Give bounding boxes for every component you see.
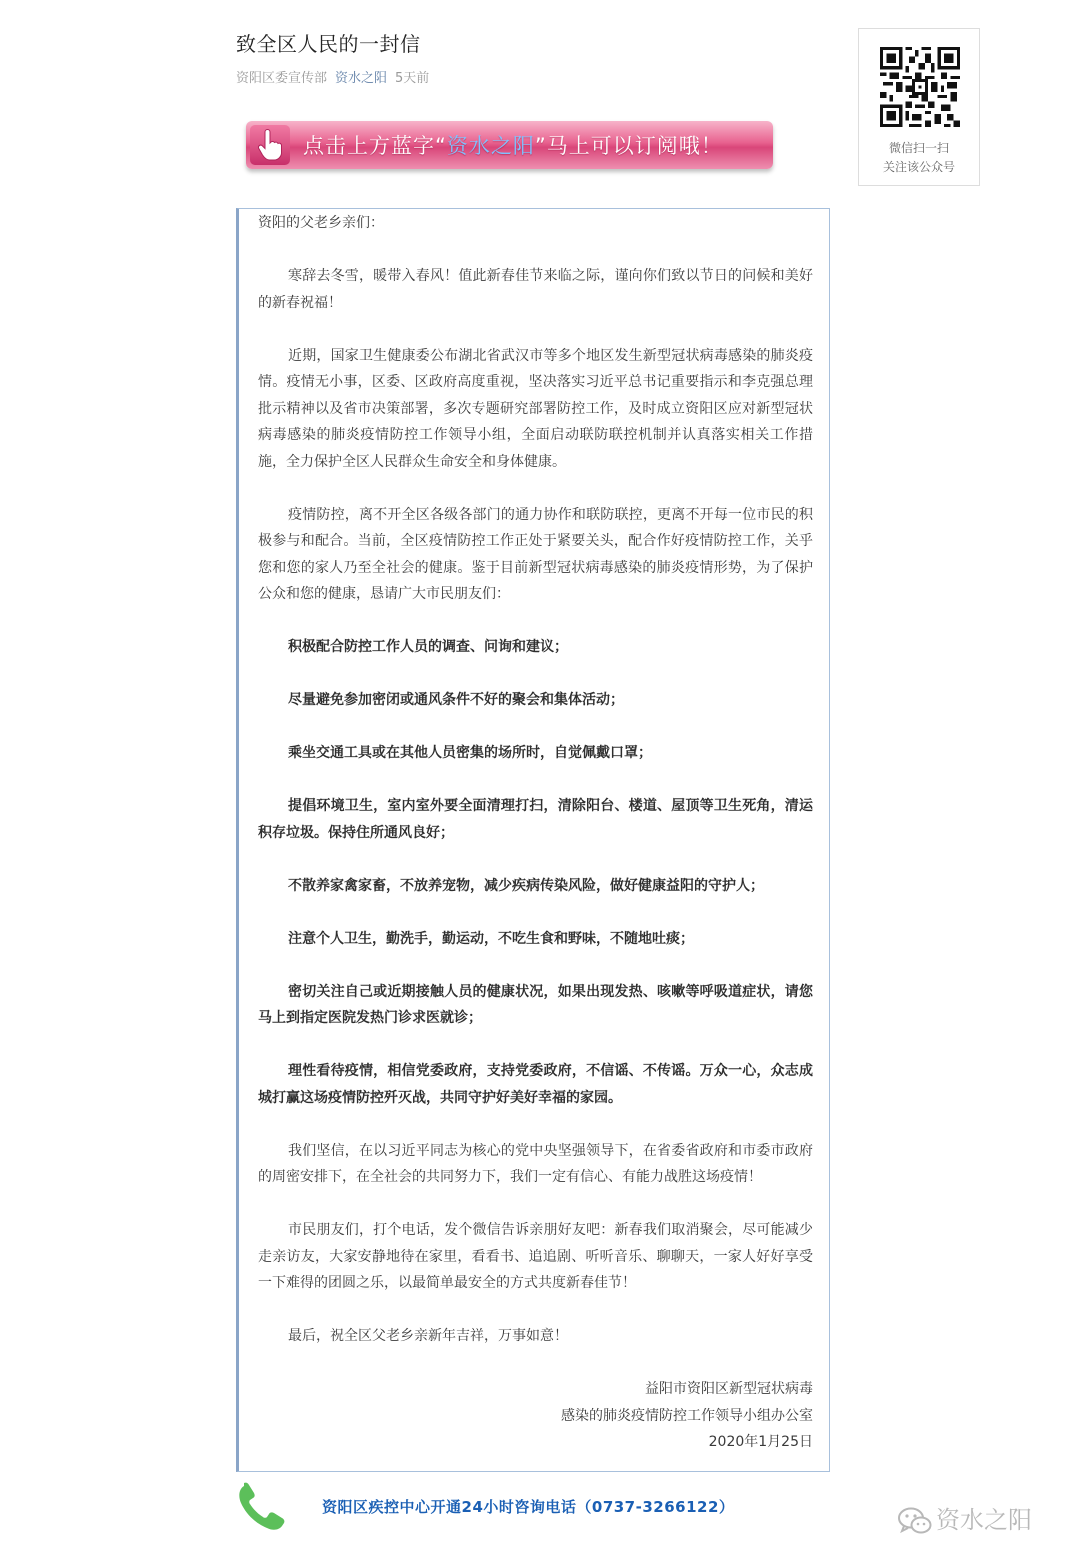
wechat-icon — [898, 1507, 932, 1535]
letter-request: 理性看待疫情，相信党委政府，支持党委政府，不信谣、不传谣。万众一心，众志成城打赢这场疫情防控歼灭战，共同守护好美好幸福的家园。 — [258, 1063, 813, 1106]
letter-paragraph: 寒辞去冬雪，暖带入春风！值此新春佳节来临之际，谨向你们致以节日的问候和美好的新春祝福！ — [258, 268, 813, 311]
letter-signature-line1: 益阳市资阳区新型冠状病毒 — [645, 1381, 813, 1397]
letter-body — [236, 208, 830, 1472]
letter-request: 提倡环境卫生，室内室外要全面清理打扫，清除阳台、楼道、屋顶等卫生死角，清运积存垃圾。保持住所通风良好； — [258, 798, 813, 841]
letter-request: 密切关注自己或近期接触人员的健康状况，如果出现发热、咳嗽等呼吸道症状，请您马上到指定医院发热门诊求医就诊； — [258, 983, 813, 1026]
watermark — [898, 1500, 1032, 1535]
letter-closing-paragraph: 市民朋友们，打个电话，发个微信告诉亲朋好友吧：新春我们取消聚会，尽可能减少走亲访友，大家安静地待在家里，看看书、追追剧、听听音乐、聊聊天，一家人好好享受一下难得的团圆之乐，以最简单最安全的方式共度新春佳节！ — [258, 1222, 813, 1291]
qr-code-icon — [880, 47, 960, 127]
letter-date: 2020年1月25日 — [708, 1434, 813, 1450]
letter-paragraph: 近期，国家卫生健康委公布湖北省武汉市等多个地区发生新型冠状病毒感染的肺炎疫情。疫情无小事，区委、区政府高度重视，坚决落实习近平总书记重要指示和李克强总理批示精神以及省市决策部署，多次专题研究部署防控工作，及时成立资阳区应对新型冠状病毒感染的肺炎疫情防控工作领导小组，全面启动联防联控机制并认真落实相关工作措施，全力保护全区人民群众生命安全和身体健康。 — [258, 347, 813, 470]
article-meta — [236, 67, 429, 86]
hotline-text[interactable]: 资阳区疾控中心开通24小时咨询电话（0737-3266122） — [322, 1498, 735, 1516]
hand-pointer-icon — [250, 125, 290, 165]
phone-icon — [236, 1482, 290, 1532]
letter-greeting: 资阳的父老乡亲们： — [258, 215, 384, 231]
qr-code-panel — [858, 28, 980, 186]
subscribe-banner-text — [303, 130, 723, 160]
letter-request: 尽量避免参加密闭或通风条件不好的聚会和集体活动； — [288, 692, 624, 708]
article-source: 资阳区委宣传部 — [236, 71, 328, 86]
letter-closing-paragraph: 最后，祝全区父老乡亲新年吉祥，万事如意！ — [288, 1328, 568, 1344]
qr-caption — [859, 139, 979, 177]
account-name-link[interactable]: 资水之阳 — [335, 71, 388, 86]
article-title: 致全区人民的一封信 — [236, 32, 421, 56]
qr-caption-line1: 微信扫一扫 — [888, 141, 949, 155]
banner-account-link[interactable]: 资水之阳 — [446, 134, 535, 158]
letter-request: 注意个人卫生，勤洗手，勤运动，不吃生食和野味，不随地吐痰； — [288, 930, 694, 947]
article-time: 5天前 — [395, 71, 430, 86]
letter-closing-paragraph: 我们坚信，在以习近平同志为核心的党中央坚强领导下，在省委省政府和市委市政府的周密安排下，在全社会的共同努力下，我们一定有信心、有能力战胜这场疫情！ — [258, 1142, 813, 1185]
qr-caption-line2: 关注该公众号 — [882, 160, 955, 174]
subscribe-banner[interactable] — [246, 121, 773, 169]
letter-signature-line2: 感染的肺炎疫情防控工作领导小组办公室 — [561, 1407, 813, 1424]
letter-request: 不散养家禽家畜，不放养宠物，减少疾病传染风险，做好健康益阳的守护人； — [288, 877, 764, 894]
letter-request: 乘坐交通工具或在其他人员密集的场所时，自觉佩戴口罩； — [288, 745, 652, 761]
letter-paragraph: 疫情防控，离不开全区各级各部门的通力协作和联防联控，更离不开每一位市民的积极参与和配合。当前，全区疫情防控工作正处于紧要关头，配合作好疫情防控工作，关乎您和您的家人乃至全社会的健康。鉴于目前新型冠状病毒感染的肺炎疫情形势，为了保护公众和您的健康，恳请广大市民朋友们： — [258, 506, 813, 602]
banner-text-before: 点击上方蓝字“ — [303, 134, 447, 158]
letter-request: 积极配合防控工作人员的调查、问询和建议； — [288, 639, 568, 655]
banner-text-after: ”马上可以订阅哦！ — [534, 134, 723, 158]
hotline-bar — [236, 1480, 830, 1535]
watermark-text: 资水之阳 — [936, 1506, 1032, 1534]
